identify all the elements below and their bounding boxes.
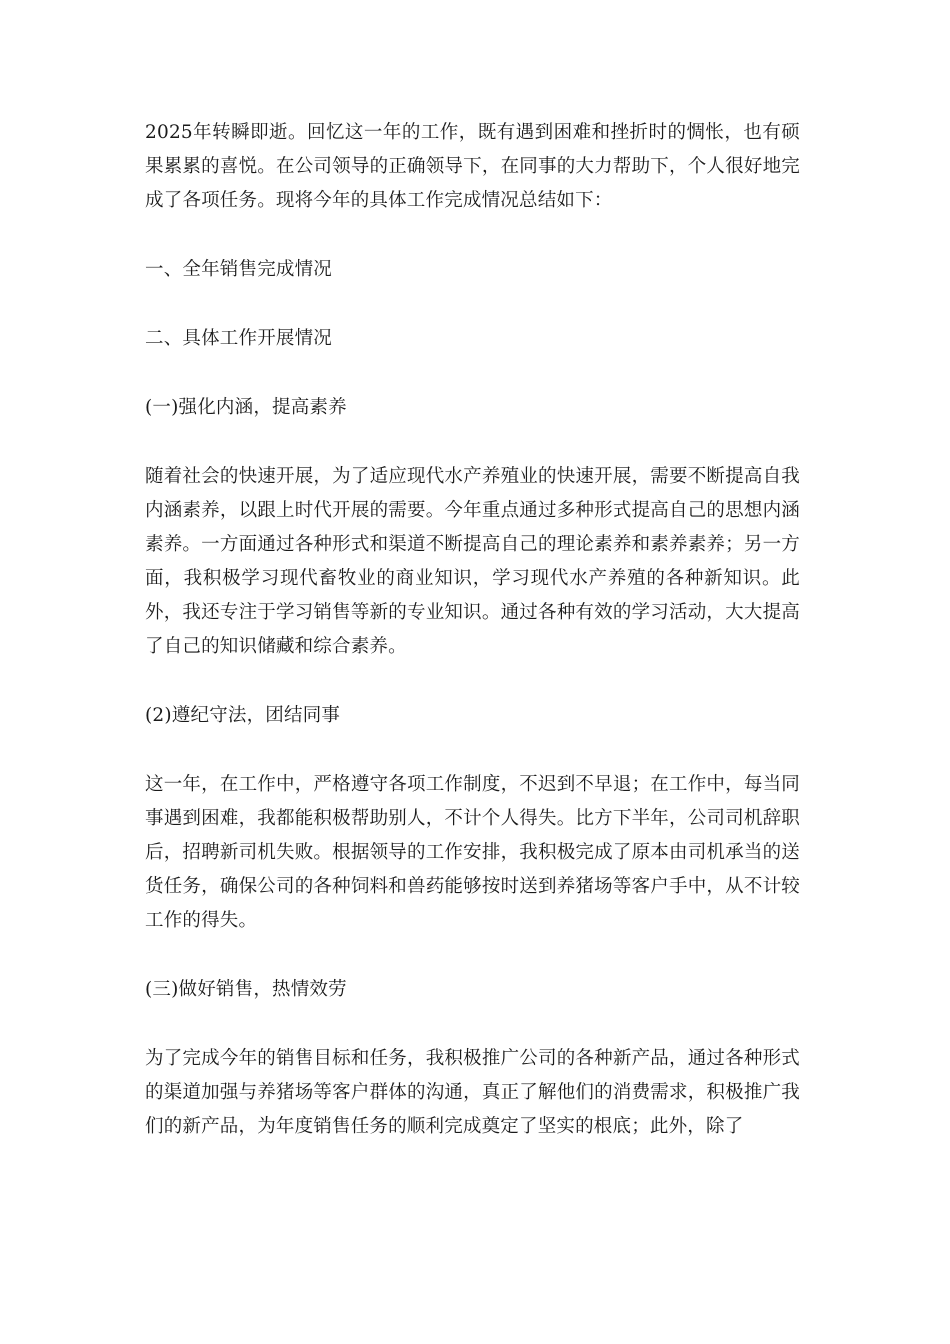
section-2-heading: 二、具体工作开展情况	[145, 328, 333, 349]
subsection-2-paragraph: 这一年，在工作中，严格遵守各项工作制度，不迟到不早退；在工作中，每当同事遇到困难，我都能积极帮助别人，不计个人得失。比方下半年，公司司机辞职后，招聘新司机失败。根据领导的工作安排，我积极完成了原本由司机承当的送货任务，确保公司的各种饲料和兽药能够按时送到养猪场等客户手中，从不计较工作的得失。	[145, 774, 800, 931]
document-page	[145, 116, 800, 1179]
section-1-heading: 一、全年销售完成情况	[145, 259, 333, 280]
subsection-3-paragraph: 为了完成今年的销售目标和任务，我积极推广公司的各种新产品，通过各种形式的渠道加强与养猪场等客户群体的沟通，真正了解他们的消费需求，积极推广我们的新产品，为年度销售任务的顺利完成奠定了坚实的根底；此外，除了	[145, 1048, 800, 1137]
intro-paragraph: 2025年转瞬即逝。回忆这一年的工作，既有遇到困难和挫折时的惆怅，也有硕果累累的喜悦。在公司领导的正确领导下，在同事的大力帮助下，个人很好地完成了各项任务。现将今年的具体工作完成情况总结如下：	[145, 122, 800, 211]
subsection-3-heading: (三)做好销售，热情效劳	[145, 979, 347, 1000]
subsection-2-heading: (2)遵纪守法，团结同事	[145, 705, 341, 726]
subsection-1-paragraph: 随着社会的快速开展，为了适应现代水产养殖业的快速开展，需要不断提高自我内涵素养，以跟上时代开展的需要。今年重点通过多种形式提高自己的思想内涵素养。一方面通过各种形式和渠道不断提高自己的理论素养和素养素养；另一方面，我积极学习现代畜牧业的商业知识，学习现代水产养殖的各种新知识。此外，我还专注于学习销售等新的专业知识。通过各种有效的学习活动，大大提高了自己的知识储藏和综合素养。	[145, 466, 800, 657]
subsection-1-heading: (一)强化内涵，提高素养	[145, 397, 347, 418]
